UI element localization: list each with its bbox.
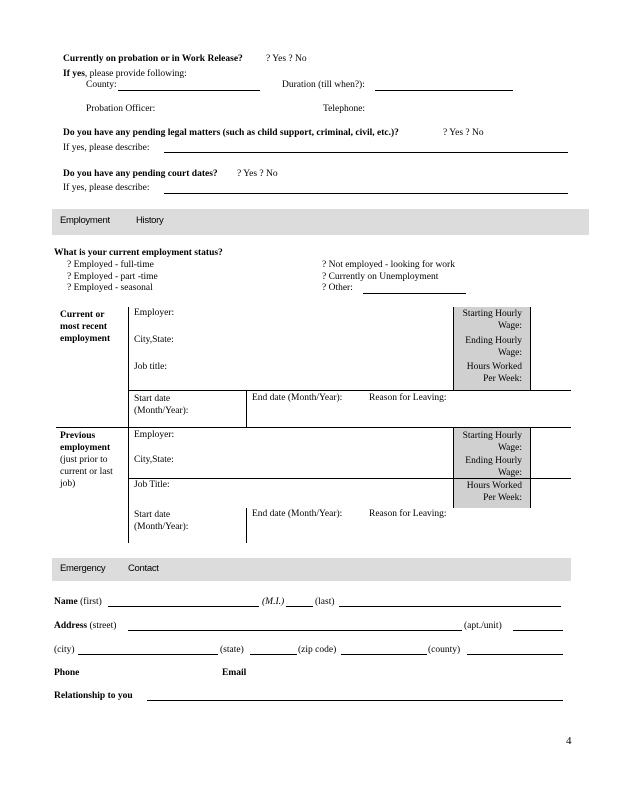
- name-label: Name: [54, 597, 78, 607]
- employment-band-right: History: [136, 215, 164, 226]
- previous-job-label: Job Title:: [134, 480, 170, 490]
- mi-label: (M.I.): [262, 597, 285, 607]
- probation-ifyes: [63, 69, 187, 79]
- current-start-label: Start date (Month/Year):: [134, 394, 189, 416]
- emergency-contact-header: [52, 558, 571, 581]
- current-starting-wage: Starting Hourly Wage:: [462, 309, 522, 331]
- current-hours: Hours Worked Per Week:: [466, 362, 522, 384]
- previous-start-label: Start date (Month/Year):: [134, 510, 189, 532]
- employment-history-header: [52, 209, 589, 235]
- last-name-field[interactable]: [339, 606, 561, 607]
- previous-employer-label: Employer:: [134, 430, 175, 440]
- city-label: (city): [54, 645, 75, 655]
- current-start-end-divider: [246, 390, 247, 427]
- relationship-label: Relationship to you: [54, 691, 133, 701]
- status-option-unemployment[interactable]: ? Currently on Unemployment: [322, 272, 439, 282]
- last-label: (last): [315, 597, 335, 607]
- apt-field[interactable]: [513, 630, 563, 631]
- first-label: (first): [80, 597, 102, 607]
- zip-label: (zip code): [298, 645, 337, 655]
- name-row: [54, 597, 102, 607]
- status-option-fulltime[interactable]: ? Employed - full-time: [67, 260, 154, 270]
- court-yes-no[interactable]: ? Yes ? No: [237, 169, 278, 179]
- page-number: 4: [566, 735, 572, 747]
- state-field[interactable]: [250, 654, 297, 655]
- apt-label: (apt./unit): [464, 621, 502, 631]
- court-describe-label: If yes, please describe:: [63, 183, 150, 193]
- duration-label: Duration (till when?):: [282, 80, 365, 90]
- legal-describe-label: If yes, please describe:: [63, 143, 150, 153]
- legal-yes-no[interactable]: ? Yes ? No: [443, 128, 484, 138]
- court-describe-field[interactable]: [164, 193, 568, 194]
- current-ending-wage: Ending Hourly Wage:: [465, 336, 522, 358]
- telephone-label: Telephone:: [323, 104, 366, 114]
- previous-start-end-divider: [246, 508, 247, 543]
- previous-employment-label: [60, 430, 126, 490]
- employment-band-left: Employment: [60, 215, 110, 226]
- current-table-divider: [128, 390, 571, 391]
- address-label: Address: [54, 621, 88, 631]
- email-label: Email: [222, 668, 247, 678]
- officer-label: Probation Officer:: [86, 104, 156, 114]
- status-option-other[interactable]: ? Other:: [322, 283, 353, 293]
- ifyes-bold: If yes: [63, 69, 85, 79]
- status-other-field[interactable]: [363, 293, 466, 294]
- previous-end-label: End date (Month/Year):: [252, 509, 343, 519]
- first-name-field[interactable]: [108, 606, 259, 607]
- status-option-looking[interactable]: ? Not employed - looking for work: [322, 260, 455, 270]
- mi-field[interactable]: [286, 606, 313, 607]
- current-reason-label: Reason for Leaving:: [369, 393, 447, 403]
- ifyes-rest: , please provide following:: [84, 69, 187, 79]
- street-field[interactable]: [128, 630, 462, 631]
- previous-label-bold: Previous employment: [60, 431, 111, 453]
- court-question: Do you have any pending court dates?: [63, 169, 218, 179]
- relationship-field[interactable]: [147, 700, 563, 701]
- previous-hours: Hours Worked Per Week:: [466, 481, 522, 503]
- state-label: (state): [220, 645, 244, 655]
- current-city-label: City,State:: [134, 335, 174, 345]
- previous-label-rest: (just prior to current or last job): [60, 455, 113, 489]
- county-field[interactable]: [118, 90, 260, 91]
- legal-describe-field[interactable]: [164, 152, 568, 153]
- city-field[interactable]: [78, 654, 218, 655]
- probation-yes-no[interactable]: ? Yes ? No: [266, 54, 307, 64]
- status-option-seasonal[interactable]: ? Employed - seasonal: [67, 283, 153, 293]
- current-employer-label: Employer:: [134, 308, 175, 318]
- current-end-label: End date (Month/Year):: [252, 393, 343, 403]
- zip-field[interactable]: [341, 654, 427, 655]
- status-question: What is your current employment status?: [54, 248, 223, 258]
- street-label: (street): [89, 621, 117, 631]
- status-option-parttime[interactable]: ? Employed - part -time: [67, 272, 158, 282]
- current-job-label: Job title:: [134, 362, 167, 372]
- previous-ending-wage: Ending Hourly Wage:: [465, 456, 522, 478]
- county-contact-label: (county): [428, 645, 461, 655]
- previous-reason-label: Reason for Leaving:: [369, 509, 447, 519]
- probation-question: Currently on probation or in Work Release?: [63, 54, 243, 64]
- duration-field[interactable]: [375, 90, 513, 91]
- current-table-left-border: [128, 307, 129, 427]
- county-contact-field[interactable]: [467, 654, 563, 655]
- legal-question: Do you have any pending legal matters (such as child support, criminal, civil, etc.)?: [63, 128, 399, 138]
- previous-table-left-border: [128, 428, 129, 543]
- previous-starting-wage: Starting Hourly Wage:: [462, 431, 522, 453]
- previous-city-label: City,State:: [134, 455, 174, 465]
- emergency-band-right: Contact: [128, 563, 159, 574]
- phone-label: Phone: [54, 668, 80, 678]
- emergency-band-left: Emergency: [60, 563, 106, 574]
- current-employment-label: Current or most recent employment: [60, 310, 111, 344]
- county-label: County:: [86, 80, 117, 90]
- address-row: [54, 621, 116, 631]
